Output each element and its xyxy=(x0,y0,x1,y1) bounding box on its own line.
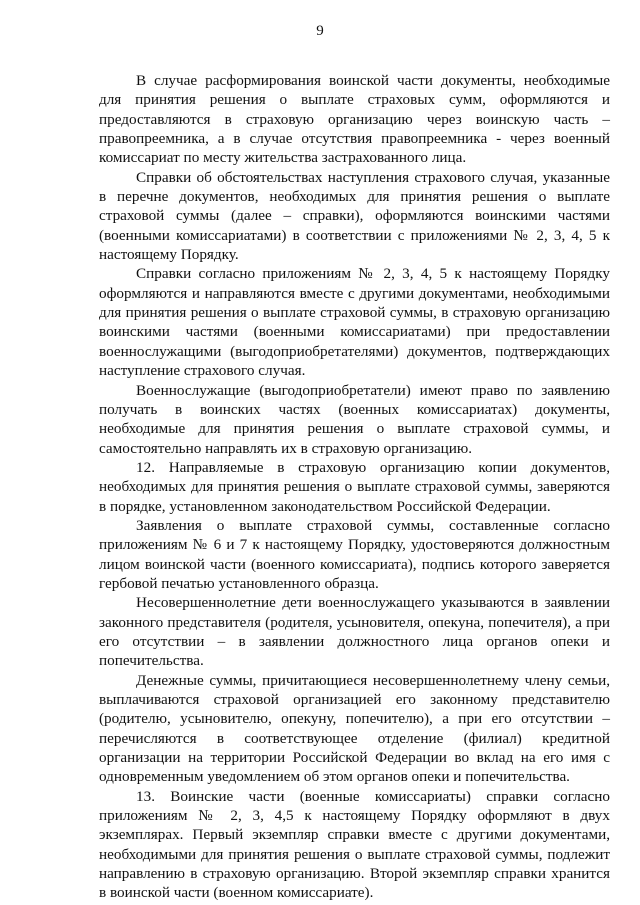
paragraph: 13. Воинские части (военные комиссариаты) справки согласно приложениям № 2, 3, 4,5 к настоящему Порядку оформляют в двух экземплярах. Первый экземпляр справки вместе с другими документами, необходимыми для принятия решения о выплате страховой суммы, подлежит направлению в страховую организацию. Второй экземпляр справки хранится в воинской части (военном комиссариате). xyxy=(99,787,610,902)
paragraph: В случае расформирования воинской части документы, необходимые для принятия решения о выплате страховых сумм, оформляются и предоставляются в страховую организацию через воинскую часть – правопреемника, а в случае отсутствия правопреемника - через военный комиссариат по месту жительства застрахованного лица. xyxy=(99,72,610,167)
document-body xyxy=(99,71,610,903)
paragraph: Справки согласно приложениям № 2, 3, 4, 5 к настоящему Порядку оформляются и направляются вместе с другими документами, необходимыми для принятия решения о выплате страховой суммы, в страховую организацию воинскими частями (военными комиссариатами) при предоставлении военнослужащими (выгодоприобретателями) документов, подтверждающих наступление страхового случая. xyxy=(99,265,610,380)
paragraph: Заявления о выплате страховой суммы, составленные согласно приложениям № 6 и 7 к настоящему Порядку, удостоверяются должностным лицом воинской части (военного комиссариата), подпись которого заверяется гербовой печатью установленного образца. xyxy=(99,516,610,592)
paragraph: Справки об обстоятельствах наступления страхового случая, указанные в перечне документов, необходимых для принятия решения о выплате страховой суммы (далее – справки), оформляются воинскими частями (военными комиссариатами) в соответствии с приложениями № 2, 3, 4, 5 к настоящему Порядку. xyxy=(99,168,610,264)
page-number: 9 xyxy=(316,23,324,39)
paragraph: Военнослужащие (выгодоприобретатели) имеют право по заявлению получать в воинских частях (военных комиссариатах) документы, необходимые для принятия решения о выплате страховой суммы, и самостоятельно направлять их в страховую организацию. xyxy=(99,381,610,457)
paragraph: Несовершеннолетние дети военнослужащего указываются в заявлении законного представителя (родителя, усыновителя, опекуна, попечителя), а при его отсутствии – в заявлении должностного лица органов опеки и попечительства. xyxy=(99,594,610,670)
paragraph: Денежные суммы, причитающиеся несовершеннолетнему члену семьи, выплачиваются страховой организацией его законному представителю (родителю, усыновителю, опекуну, попечителю), а при его отсутствии – перечисляются в соответствующее отделение (филиал) кредитной организации на территории Российской Федерации во вклад на его имя с одновременным уведомлением об этом органов опеки и попечительства. xyxy=(99,671,610,786)
paragraph: 12. Направляемые в страховую организацию копии документов, необходимых для принятия решения о выплате страховой суммы, заверяются в порядке, установленном законодательством Российской Федерации. xyxy=(99,458,610,515)
